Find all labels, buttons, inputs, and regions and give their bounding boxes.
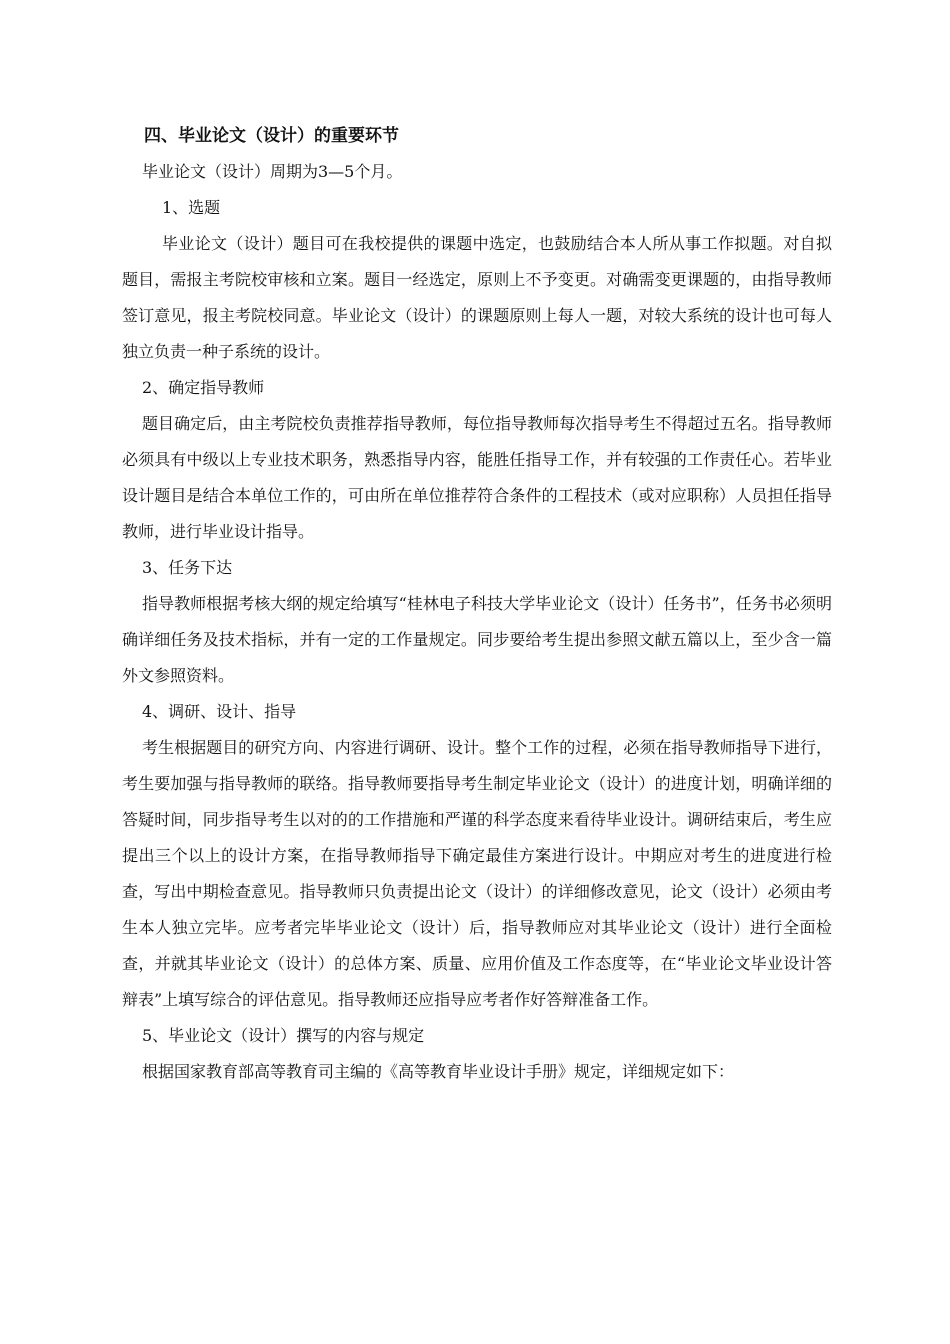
subsection-body-research-design: 考生根据题目的研究方向、内容进行调研、设计。整个工作的过程，必须在指导教师指导下进行，考生要加强与指导教师的联络。指导教师要指导考生制定毕业论文（设计）的进度计划，明确详细的答疑时间，同步指导考生以对的的工作措施和严谨的科学态度来看待毕业设计。调研结束后，考生应提出三个以上的设计方案，在指导教师指导下确定最佳方案进行设计。中期应对考生的进度进行检查，写出中期检查意见。指导教师只负责提出论文（设计）的详细修改意见，论文（设计）必须由考生本人独立完毕。应考者完毕毕业论文（设计）后，指导教师应对其毕业论文（设计）进行全面检查，并就其毕业论文（设计）的总体方案、质量、应用价值及工作态度等，在“毕业论文毕业设计答辩表”上填写综合的评估意见。指导教师还应指导应考者作好答辩准备工作。 <box>122 738 832 1009</box>
subsection-title-research-design: 4、调研、设计、指导 <box>142 702 297 721</box>
subsection-title-assignment: 3、任务下达 <box>142 558 233 577</box>
subsection-body-assignment: 指导教师根据考核大纲的规定给填写“桂林电子科技大学毕业论文（设计）任务书”，任务书必须明确详细任务及技术指标，并有一定的工作量规定。同步要给考生提出参照文献五篇以上，至少含一篇外文参照资料。 <box>122 594 832 685</box>
subsection-title-advisor: 2、确定指导教师 <box>142 378 265 397</box>
subsection-body-advisor: 题目确定后，由主考院校负责推荐指导教师，每位指导教师每次指导考生不得超过五名。指导教师必须具有中级以上专业技术职务，熟悉指导内容，能胜任指导工作，并有较强的工作责任心。若毕业设计题目是结合本单位工作的，可由所在单位推荐符合条件的工程技术（或对应职称）人员担任指导教师，进行毕业设计指导。 <box>122 414 832 541</box>
section-heading: 四、毕业论文（设计）的重要环节 <box>144 126 399 146</box>
document-body <box>122 118 832 1090</box>
subsection-body-writing-requirements: 根据国家教育部高等教育司主编的《高等教育毕业设计手册》规定，详细规定如下： <box>142 1062 735 1081</box>
subsection-body-topic-selection: 毕业论文（设计）题目可在我校提供的课题中选定，也鼓励结合本人所从事工作拟题。对自拟题目，需报主考院校审核和立案。题目一经选定，原则上不予变更。对确需变更课题的，由指导教师签订意见，报主考院校同意。毕业论文（设计）的课题原则上每人一题，对较大系统的设计也可每人独立负责一种子系统的设计。 <box>122 234 832 361</box>
intro-text: 毕业论文（设计）周期为3—5个月。 <box>142 162 403 181</box>
subsection-title-topic-selection: 1、选题 <box>162 198 221 217</box>
subsection-title-writing-requirements: 5、毕业论文（设计）撰写的内容与规定 <box>142 1026 425 1045</box>
